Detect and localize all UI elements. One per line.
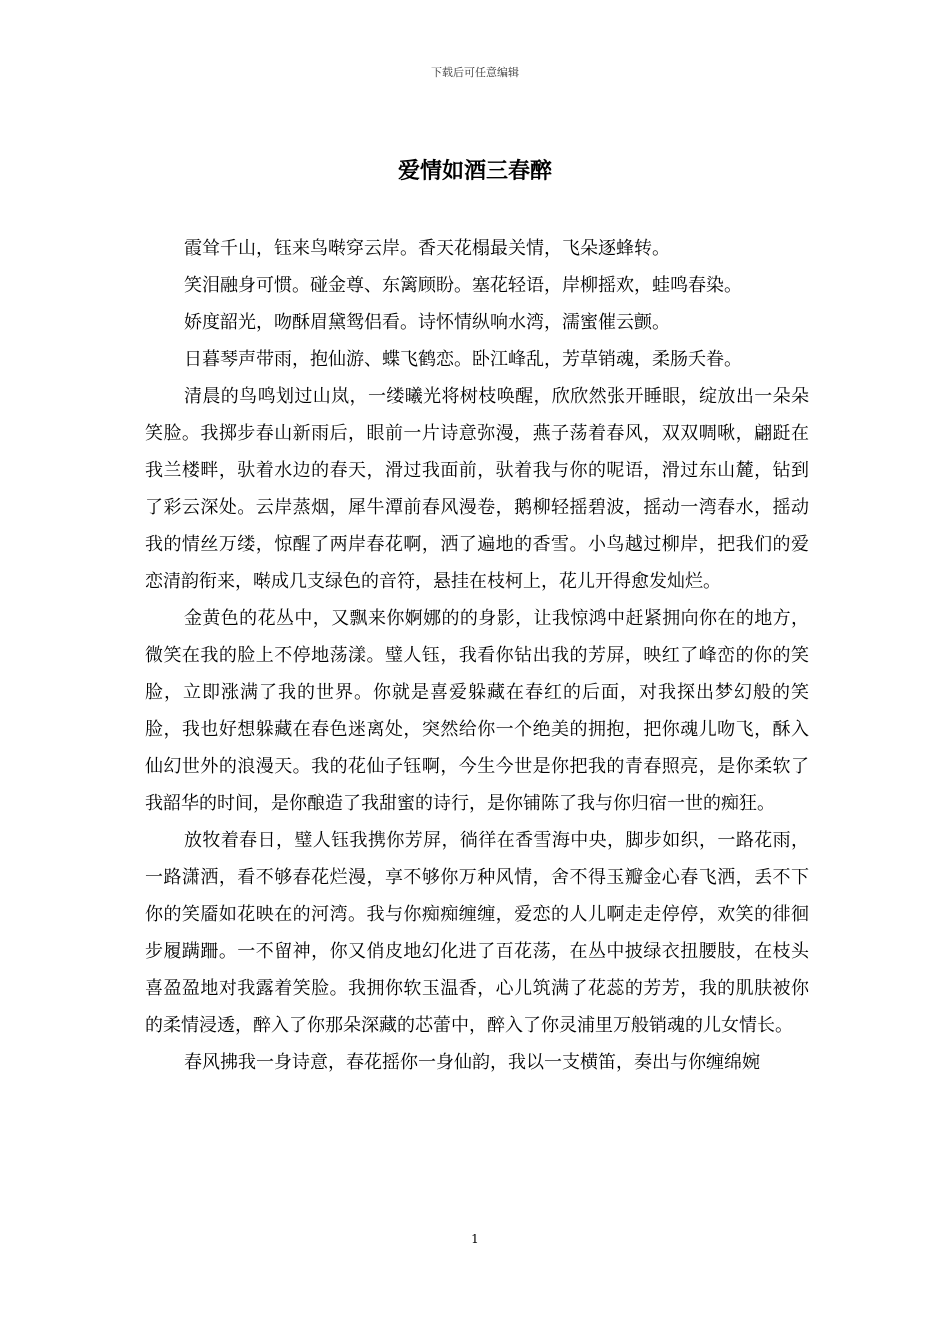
document-body bbox=[145, 230, 809, 1081]
document-title: 爱情如酒三春醉 bbox=[397, 158, 552, 184]
poem-line: 娇度韶光，吻酥眉黛鸳侣看。诗怀情纵响水湾，濡蜜催云颤。 bbox=[184, 312, 670, 333]
page-number: 1 bbox=[471, 1232, 479, 1246]
body-paragraph: 春风拂我一身诗意，春花摇你一身仙韵，我以一支横笛，奏出与你缠绵婉 bbox=[184, 1052, 760, 1073]
body-paragraph: 金黄色的花丛中，又飘来你婀娜的的身影，让我惊鸿中赶紧拥向你在的地方，微笑在我的脸上不停地荡漾。璧人钰，我看你钻出我的芳屏，映红了峰峦的你的笑脸，立即涨满了我的世界。你就是喜爱躲藏在春红的后面，对我探出梦幻般的笑脸，我也好想躲藏在春色迷离处，突然给你一个绝美的拥抱，把你魂儿吻飞，酥入仙幻世外的浪漫天。我的花仙子钰啊，今生今世是你把我的青春照亮，是你柔软了我韶华的时间，是你酿造了我甜蜜的诗行，是你铺陈了我与你归宿一世的痴狂。 bbox=[145, 608, 809, 814]
poem-line: 笑泪融身可惯。碰金尊、东篱顾盼。塞花轻语，岸柳摇欢，蛙鸣春染。 bbox=[184, 275, 742, 296]
header-note: 下载后可任意编辑 bbox=[431, 66, 519, 79]
body-paragraph: 清晨的鸟鸣划过山岚，一缕曦光将树枝唤醒，欣欣然张开睡眼，绽放出一朵朵笑脸。我掷步春山新雨后，眼前一片诗意弥漫，燕子荡着春风，双双啁啾，翩跹在我兰楼畔，驮着水边的春天，滑过我面前，驮着我与你的呢语，滑过东山麓，钻到了彩云深处。云岸蒸烟，犀牛潭前春风漫卷，鹅柳轻摇碧波，摇动一湾春水，摇动我的情丝万缕，惊醒了两岸春花啊，洒了遍地的香雪。小鸟越过柳岸，把我们的爱恋清韵衔来，啭成几支绿色的音符，悬挂在枝柯上，花儿开得愈发灿烂。 bbox=[145, 386, 809, 592]
poem-line: 日暮琴声带雨，抱仙游、蝶飞鹤恋。卧江峰乱，芳草销魂，柔肠夭眷。 bbox=[184, 349, 742, 370]
body-paragraph: 放牧着春日，璧人钰我携你芳屏，徜徉在香雪海中央，脚步如织，一路花雨，一路潇洒，看不够春花烂漫，享不够你万种风情，舍不得玉瓣金心春飞洒，丢不下你的笑靥如花映在的河湾。我与你痴痴缠缠，爱恋的人儿啊走走停停，欢笑的徘徊步履蹒跚。一不留神，你又俏皮地幻化进了百花荡，在丛中披绿衣扭腰肢，在枝头喜盈盈地对我露着笑脸。我拥你软玉温香，心儿筑满了花蕊的芳芳，我的肌肤被你的柔情浸透，醉入了你那朵深藏的芯蕾中，醉入了你灵浦里万般销魂的儿女情长。 bbox=[145, 830, 809, 1036]
poem-line: 霞耸千山，钰来鸟啭穿云岸。香天花榻最关情，飞朵逐蜂转。 bbox=[184, 238, 670, 259]
